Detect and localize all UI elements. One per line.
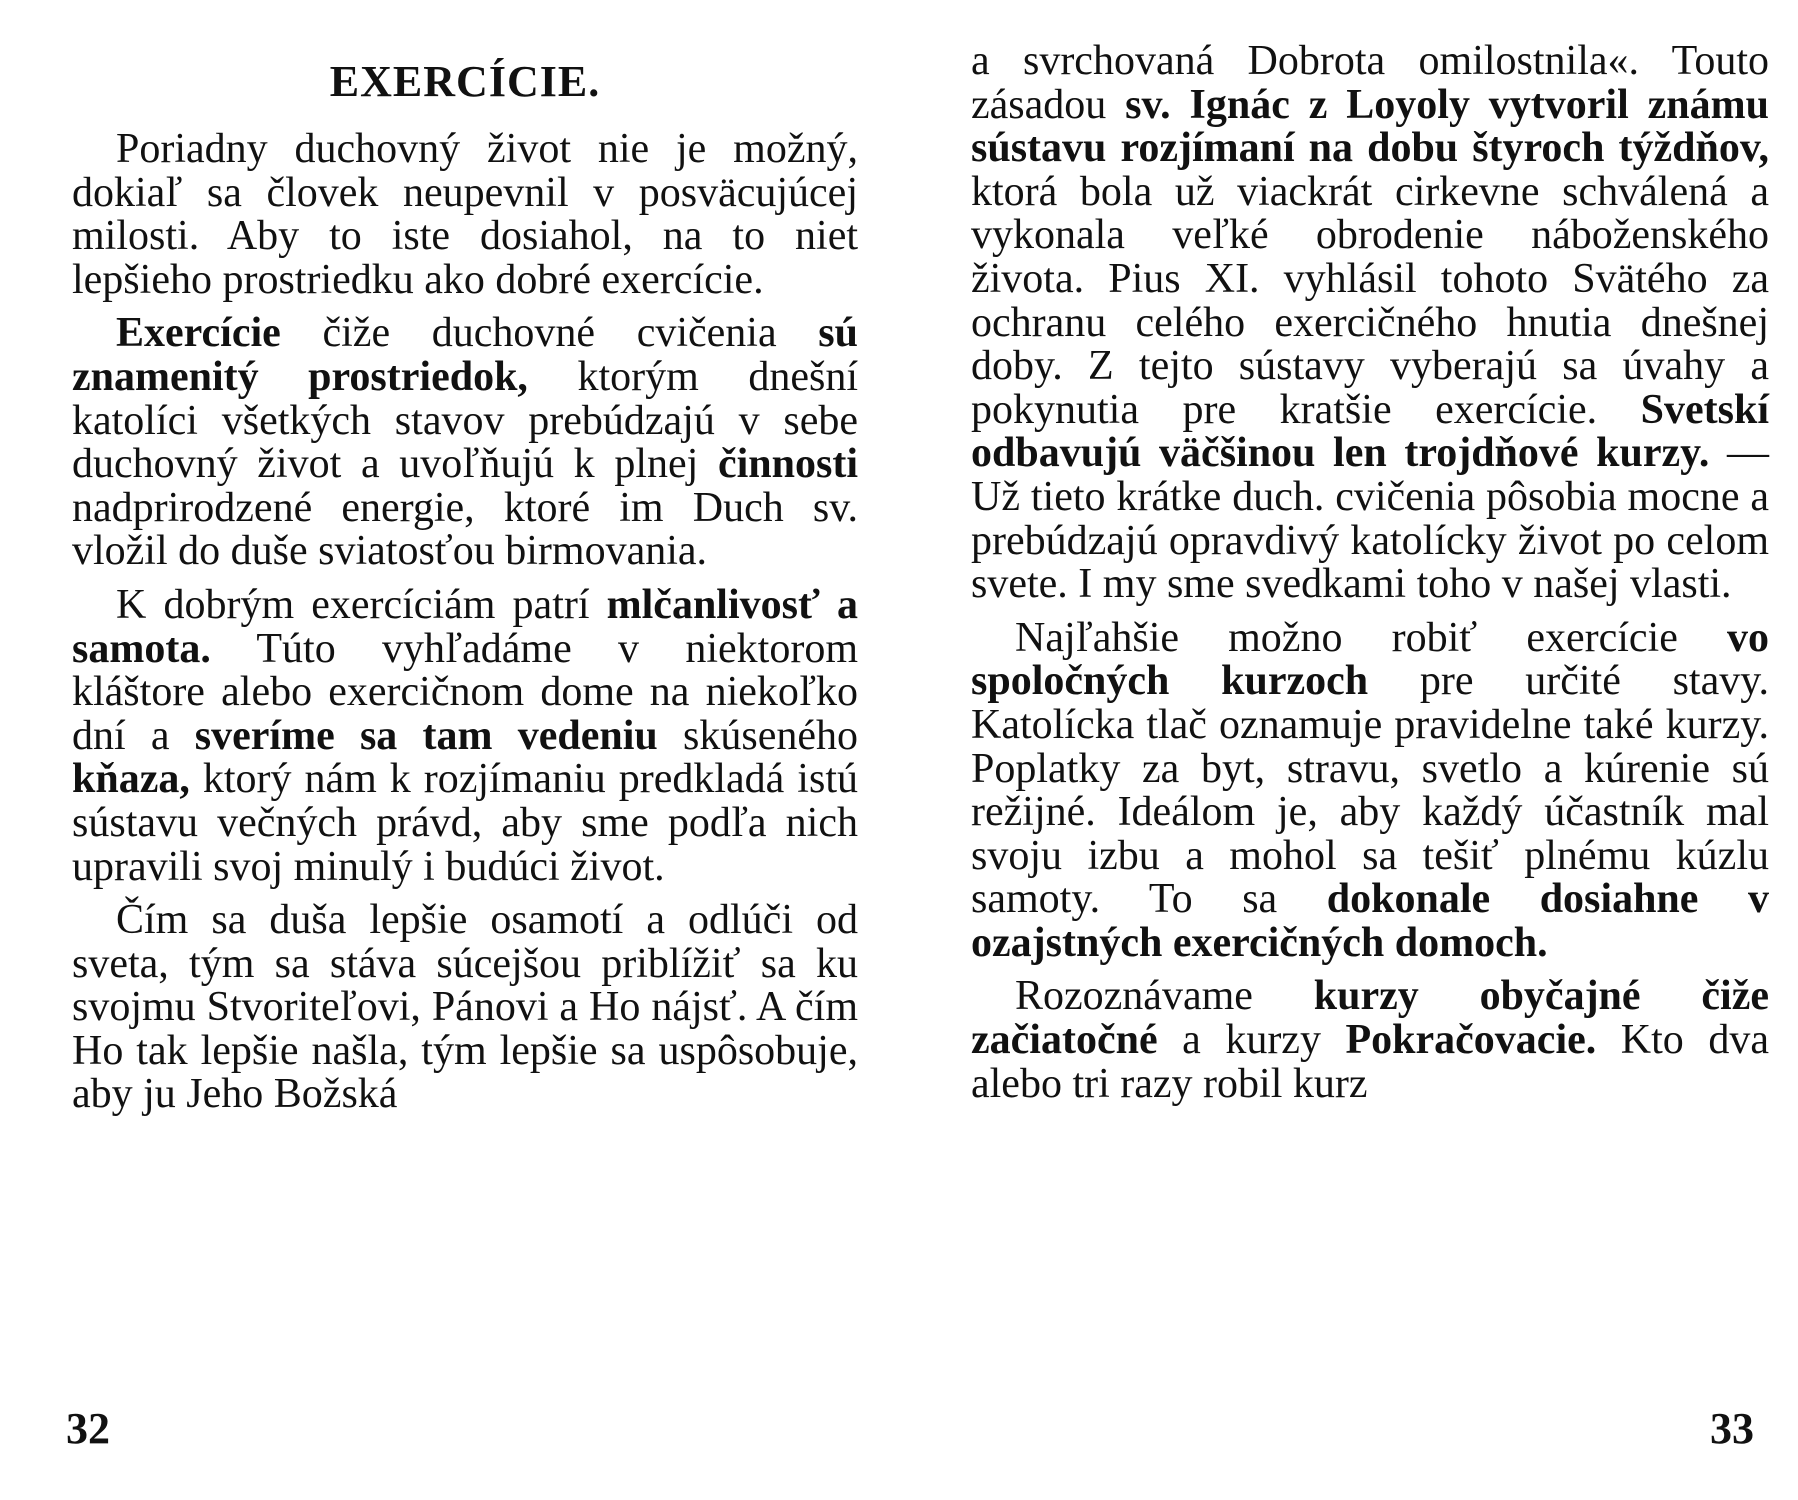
paragraph: K dobrým exercíciám patrí mlčanlivosť a samota. Túto vyhľadáme v niektorom kláštore alebo exercičnom dome na niekoľko dní a sveríme sa tam vedeniu skúseného kňaza, ktorý nám k rozjímaniu predkladá istú sústavu večných právd, aby sme podľa nich upravili svoj minulý i budúci život. [72, 581, 858, 890]
page-number: 32 [66, 1404, 110, 1453]
paragraph: Poriadny duchovný život nie je možný, dokiaľ sa človek neupevnil v posväcujúcej milosti. Aby to iste dosiahol, na to niet lepšieho prostriedku ako dobré exercície. [72, 126, 858, 303]
paragraph: Čím sa duša lepšie osamotí a odlúči od sveta, tým sa stáva súcejšou priblížiť sa ku svojmu Stvoriteľovi, Pánovi a Ho nájsť. A čím Ho tak lepšie našla, tým lepšie sa uspôsobuje, aby ju Jeho Božská [72, 897, 858, 1118]
page-number: 33 [1710, 1404, 1754, 1453]
paragraph: Exercície čiže duchovné cvičenia sú znamenitý prostriedok, ktorým dnešní katolíci všetkých stavov prebúdzajú v sebe duchovný život a uvoľňujú k plnej činnosti nadprirodzené energie, ktoré im Duch sv. vložil do duše sviatosťou birmovania. [72, 310, 859, 575]
paragraph: a svrchovaná Dobrota omilostnila«. Touto zásadou sv. Ignác z Loyoly vytvoril známu sústavu rozjímaní na dobu štyroch týždňov, ktorá bola už viackrát cirkevne schválená a vykonala veľké obrodenie náboženského života. Pius XI. vyhlásil tohoto Svätého za ochranu celého exercičného hnutia dnešnej doby. Z tejto sústavy vyberajú sa úvahy a pokynutia pre kratšie exercície. Svetskí odbavujú väčšinou len trojdňové kurzy. — Už tieto krátke duch. cvičenia pôsobia mocne a prebúdzajú opravdivý katolícky život po celom svete. I my sme svedkami toho v našej vlasti. [971, 38, 1770, 608]
paragraph: Najľahšie možno robiť exercície vo spoločných kurzoch pre určité stavy. Katolícka tlač oznamuje pravidelne také kurzy. Poplatky za byt, stravu, svetlo a kúrenie sú režijné. Ideálom je, aby každý účastník mal svoju izbu a mohol sa tešiť plnému kúzlu samoty. To sa dokonale dosiahne v ozajstných exercičných domoch. [971, 614, 1770, 966]
right-page [899, 0, 1798, 1500]
chapter-heading: EXERCÍCIE. [329, 57, 601, 106]
left-text-column [72, 128, 858, 1127]
right-text-column [971, 40, 1769, 1116]
paragraph: Rozoznávame kurzy obyčajné čiže začiatočné a kurzy Pokračovacie. Kto dva alebo tri razy robil kurz [971, 973, 1769, 1107]
